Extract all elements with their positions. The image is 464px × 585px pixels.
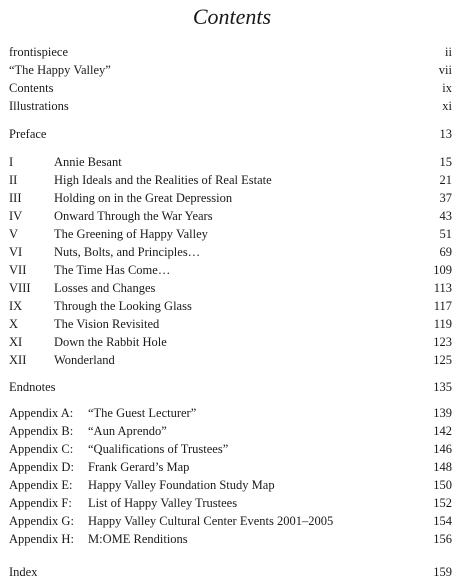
appendix-number: Appendix F: (9, 496, 72, 510)
toc-chapter-10[interactable] (9, 315, 452, 333)
chapter-number: VI (9, 245, 23, 259)
toc-entry-illustrations[interactable] (9, 97, 452, 115)
toc-entry-page: vii (438, 63, 452, 77)
toc-entry-page: ix (442, 81, 452, 95)
toc-appendix-g[interactable] (9, 512, 452, 530)
chapter-number: VII (9, 263, 27, 277)
toc-entry-label: “The Happy Valley” (9, 63, 111, 77)
appendix-page: 142 (433, 424, 452, 438)
toc-entry-preface[interactable] (9, 125, 452, 143)
toc-entry-label: Preface (9, 127, 47, 141)
toc-entry-page: xi (442, 99, 452, 113)
toc-entry-label: Index (9, 565, 38, 579)
chapter-title: Wonderland (54, 353, 115, 367)
chapter-title: Onward Through the War Years (54, 209, 213, 223)
chapter-page: 117 (433, 299, 452, 313)
chapter-number: X (9, 317, 19, 331)
chapter-title: High Ideals and the Realities of Real Estate (54, 173, 272, 187)
chapter-page: 125 (433, 353, 452, 367)
chapter-number: III (9, 191, 22, 205)
chapter-number: XII (9, 353, 27, 367)
toc-chapter-5[interactable] (9, 225, 452, 243)
appendix-number: Appendix E: (9, 478, 73, 492)
toc-chapter-6[interactable] (9, 243, 452, 261)
chapter-page: 37 (439, 191, 452, 205)
toc-appendix-h[interactable] (9, 530, 452, 548)
toc-appendix-d[interactable] (9, 458, 452, 476)
appendix-title: Happy Valley Foundation Study Map (88, 478, 275, 492)
appendix-page: 152 (433, 496, 452, 510)
appendix-page: 156 (433, 532, 452, 546)
appendix-title: Happy Valley Cultural Center Events 2001–2005 (88, 514, 334, 528)
toc-entry-label: frontispiece (9, 45, 69, 59)
chapter-title: The Vision Revisited (54, 317, 160, 331)
chapter-title: Annie Besant (54, 155, 122, 169)
toc-appendix-e[interactable] (9, 476, 452, 494)
toc-chapter-3[interactable] (9, 189, 452, 207)
chapter-page: 119 (433, 317, 452, 331)
appendix-number: Appendix H: (9, 532, 74, 546)
chapter-number: V (9, 227, 19, 241)
toc-entry-label: Endnotes (9, 380, 56, 394)
chapter-title: Through the Looking Glass (54, 299, 192, 313)
appendix-page: 146 (433, 442, 452, 456)
appendix-title: List of Happy Valley Trustees (88, 496, 238, 510)
toc-chapter-1[interactable] (9, 153, 452, 171)
chapter-number: II (9, 173, 18, 187)
toc-entry-frontispiece[interactable] (9, 43, 452, 61)
toc-entry-index[interactable] (9, 563, 452, 581)
appendix-title: “Qualifications of Trustees” (88, 442, 229, 456)
toc-entry-page: ii (445, 45, 452, 59)
toc-chapter-4[interactable] (9, 207, 452, 225)
toc-entry-endnotes[interactable] (9, 378, 452, 396)
appendix-number: Appendix A: (9, 406, 74, 420)
page-title: Contents (192, 4, 272, 29)
appendix-number: Appendix D: (9, 460, 74, 474)
toc-chapter-2[interactable] (9, 171, 452, 189)
chapter-page: 113 (433, 281, 452, 295)
toc-chapter-9[interactable] (9, 297, 452, 315)
chapter-page: 69 (439, 245, 452, 259)
appendix-title: Frank Gerard’s Map (88, 460, 190, 474)
toc-chapter-8[interactable] (9, 279, 452, 297)
chapter-number: IX (9, 299, 23, 313)
chapter-number: I (9, 155, 14, 169)
chapter-title: Down the Rabbit Hole (54, 335, 167, 349)
chapter-page: 21 (439, 173, 452, 187)
toc-appendix-c[interactable] (9, 440, 452, 458)
appendix-page: 154 (433, 514, 452, 528)
toc-entry-page: 159 (433, 565, 452, 579)
appendix-title: M:OME Renditions (88, 532, 188, 546)
chapter-page: 123 (433, 335, 452, 349)
toc-entry-contents[interactable] (9, 79, 452, 97)
toc-entry-label: Illustrations (9, 99, 69, 113)
chapter-title: Nuts, Bolts, and Principles… (54, 245, 201, 259)
appendix-page: 148 (433, 460, 452, 474)
toc-entry-page: 13 (439, 127, 452, 141)
appendix-title: “Aun Aprendo” (88, 424, 167, 438)
toc-chapter-12[interactable] (9, 351, 452, 369)
chapter-page: 109 (433, 263, 452, 277)
chapter-number: XI (9, 335, 23, 349)
toc-entry-page: 135 (433, 380, 452, 394)
toc-entry-happy-valley[interactable] (9, 61, 452, 79)
chapter-page: 43 (439, 209, 452, 223)
appendix-page: 150 (433, 478, 452, 492)
appendix-number: Appendix B: (9, 424, 74, 438)
chapter-title: Losses and Changes (54, 281, 156, 295)
chapter-title: The Greening of Happy Valley (54, 227, 208, 241)
chapter-title: Holding on in the Great Depression (54, 191, 233, 205)
appendix-page: 139 (433, 406, 452, 420)
chapter-number: VIII (9, 281, 31, 295)
toc-appendix-b[interactable] (9, 422, 452, 440)
toc-appendix-a[interactable] (9, 404, 452, 422)
toc-appendix-f[interactable] (9, 494, 452, 512)
chapter-page: 15 (439, 155, 452, 169)
toc-chapter-11[interactable] (9, 333, 452, 351)
appendix-number: Appendix G: (9, 514, 74, 528)
appendix-number: Appendix C: (9, 442, 74, 456)
toc-chapter-7[interactable] (9, 261, 452, 279)
toc-entry-label: Contents (9, 81, 54, 95)
chapter-page: 51 (439, 227, 452, 241)
appendix-title: “The Guest Lecturer” (88, 406, 197, 420)
chapter-number: IV (9, 209, 23, 223)
chapter-title: The Time Has Come… (54, 263, 171, 277)
